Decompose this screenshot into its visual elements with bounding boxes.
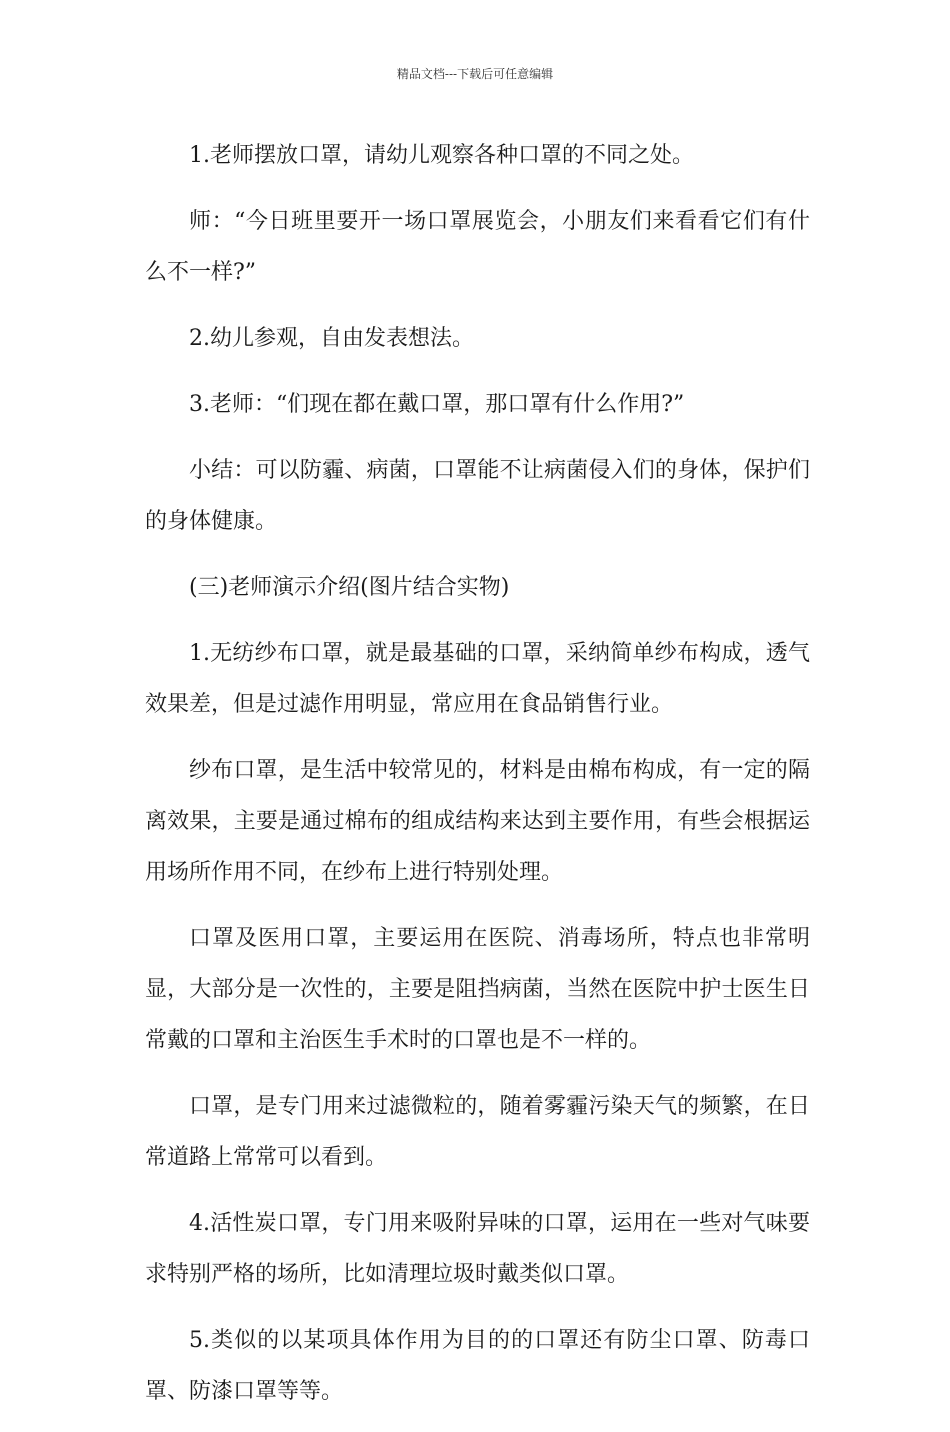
document-body [145,130,810,1432]
page-header: 精品文档---下载后可任意编辑 [396,67,554,81]
paragraph-12: 5.类似的以某项具体作用为目的的口罩还有防尘口罩、防毒口罩、防漆口罩等等。 [145,1328,810,1404]
paragraph-1: 1.老师摆放口罩，请幼儿观察各种口罩的不同之处。 [189,143,694,168]
paragraph-4: 3.老师：“们现在都在戴口罩，那口罩有什么作用?” [189,392,685,417]
paragraph-7: 1.无纺纱布口罩，就是最基础的口罩，采纳简单纱布构成，透气效果差，但是过滤作用明显，常应用在食品销售行业。 [145,641,810,717]
paragraph-10: 口罩，是专门用来过滤微粒的，随着雾霾污染天气的频繁，在日常道路上常常可以看到。 [145,1094,810,1170]
paragraph-9: 口罩及医用口罩，主要运用在医院、消毒场所，特点也非常明显，大部分是一次性的，主要是阻挡病菌，当然在医院中护士医生日常戴的口罩和主治医生手术时的口罩也是不一样的。 [145,926,810,1053]
paragraph-3: 2.幼儿参观，自由发表想法。 [189,326,474,351]
paragraph-5: 小结：可以防霾、病菌，口罩能不让病菌侵入们的身体，保护们的身体健康。 [145,458,810,534]
paragraph-2: 师：“今日班里要开一场口罩展览会，小朋友们来看看它们有什么不一样?” [145,209,810,285]
section-heading: (三)老师演示介绍(图片结合实物) [189,575,510,600]
paragraph-8: 纱布口罩，是生活中较常见的，材料是由棉布构成，有一定的隔离效果，主要是通过棉布的组成结构来达到主要作用，有些会根据运用场所作用不同，在纱布上进行特别处理。 [145,758,810,885]
paragraph-11: 4.活性炭口罩，专门用来吸附异味的口罩，运用在一些对气味要求特别严格的场所，比如清理垃圾时戴类似口罩。 [145,1211,810,1287]
